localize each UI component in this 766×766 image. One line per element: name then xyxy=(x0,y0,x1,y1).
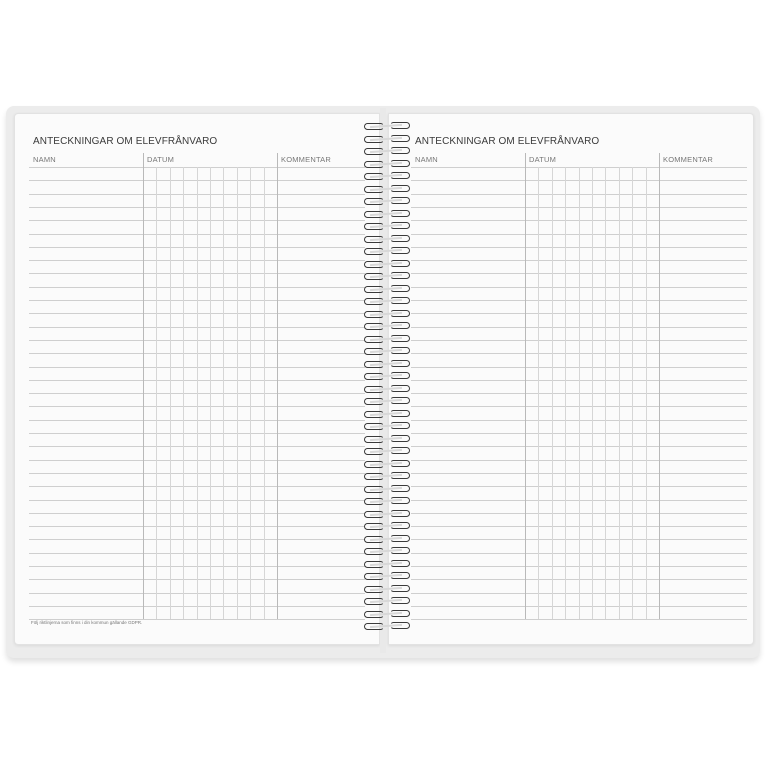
spiral-coil xyxy=(362,535,410,543)
date-subcolumn-line xyxy=(552,167,553,619)
date-subcolumn-line xyxy=(605,167,606,619)
spiral-coil xyxy=(362,247,410,255)
date-subcolumn-line xyxy=(156,167,157,619)
date-comment-divider xyxy=(277,153,278,619)
table-row-line xyxy=(411,619,747,620)
spiral-coil xyxy=(362,585,410,593)
spiral-coil xyxy=(362,372,410,380)
column-header-name: NAMN xyxy=(33,155,56,164)
spiral-coil xyxy=(362,272,410,280)
spiral-coil xyxy=(362,522,410,530)
date-subcolumn-line xyxy=(538,167,539,619)
spiral-coil xyxy=(362,222,410,230)
spiral-coil xyxy=(362,197,410,205)
spiral-binding xyxy=(362,0,410,766)
gdpr-footer-note: Följ riktlinjerna som finns i din kommun gällande GDPR. xyxy=(31,620,143,625)
spiral-coil xyxy=(362,422,410,430)
date-subcolumn-line xyxy=(579,167,580,619)
spiral-coil xyxy=(362,610,410,618)
spiral-coil xyxy=(362,260,410,268)
date-subcolumn-line xyxy=(619,167,620,619)
name-date-divider xyxy=(525,153,526,619)
column-header-date: DATUM xyxy=(147,155,175,164)
spiral-coil xyxy=(362,560,410,568)
date-comment-divider xyxy=(659,153,660,619)
spiral-coil xyxy=(362,172,410,180)
spiral-coil xyxy=(362,497,410,505)
date-subcolumn-line xyxy=(170,167,171,619)
spiral-coil xyxy=(362,472,410,480)
date-subcolumn-line xyxy=(632,167,633,619)
spiral-coil xyxy=(362,622,410,630)
date-subcolumn-line xyxy=(183,167,184,619)
spiral-coil xyxy=(362,485,410,493)
right-page xyxy=(388,113,754,645)
spiral-coil xyxy=(362,335,410,343)
spiral-coil xyxy=(362,360,410,368)
spiral-coil xyxy=(362,135,410,143)
page-title: ANTECKNINGAR OM ELEVFRÅNVARO xyxy=(33,136,218,147)
spiral-coil xyxy=(362,310,410,318)
spiral-coil xyxy=(362,322,410,330)
spiral-coil xyxy=(362,122,410,130)
spiral-coil xyxy=(362,460,410,468)
spiral-coil xyxy=(362,210,410,218)
attendance-grid[interactable] xyxy=(29,167,365,620)
spiral-coil xyxy=(362,285,410,293)
date-subcolumn-line xyxy=(646,167,647,619)
column-header-name: NAMN xyxy=(415,155,438,164)
column-header-comment: KOMMENTAR xyxy=(663,155,713,164)
column-header-date: DATUM xyxy=(529,155,557,164)
date-subcolumn-line xyxy=(565,167,566,619)
spiral-coil xyxy=(362,235,410,243)
spiral-coil xyxy=(362,347,410,355)
date-subcolumn-line xyxy=(237,167,238,619)
spiral-coil xyxy=(362,297,410,305)
name-date-divider xyxy=(143,153,144,619)
date-subcolumn-line xyxy=(223,167,224,619)
spiral-coil xyxy=(362,397,410,405)
date-subcolumn-line xyxy=(264,167,265,619)
column-header-comment: KOMMENTAR xyxy=(281,155,331,164)
spiral-coil xyxy=(362,147,410,155)
spiral-coil xyxy=(362,572,410,580)
spiral-coil xyxy=(362,597,410,605)
spiral-coil xyxy=(362,547,410,555)
spiral-coil xyxy=(362,385,410,393)
date-subcolumn-line xyxy=(197,167,198,619)
date-subcolumn-line xyxy=(250,167,251,619)
spiral-coil xyxy=(362,510,410,518)
date-subcolumn-line xyxy=(210,167,211,619)
left-page xyxy=(14,113,380,645)
spiral-coil xyxy=(362,410,410,418)
spiral-coil xyxy=(362,185,410,193)
attendance-grid[interactable] xyxy=(411,167,747,620)
spiral-coil xyxy=(362,160,410,168)
page-title: ANTECKNINGAR OM ELEVFRÅNVARO xyxy=(415,136,600,147)
spiral-coil xyxy=(362,435,410,443)
date-subcolumn-line xyxy=(592,167,593,619)
spiral-coil xyxy=(362,447,410,455)
